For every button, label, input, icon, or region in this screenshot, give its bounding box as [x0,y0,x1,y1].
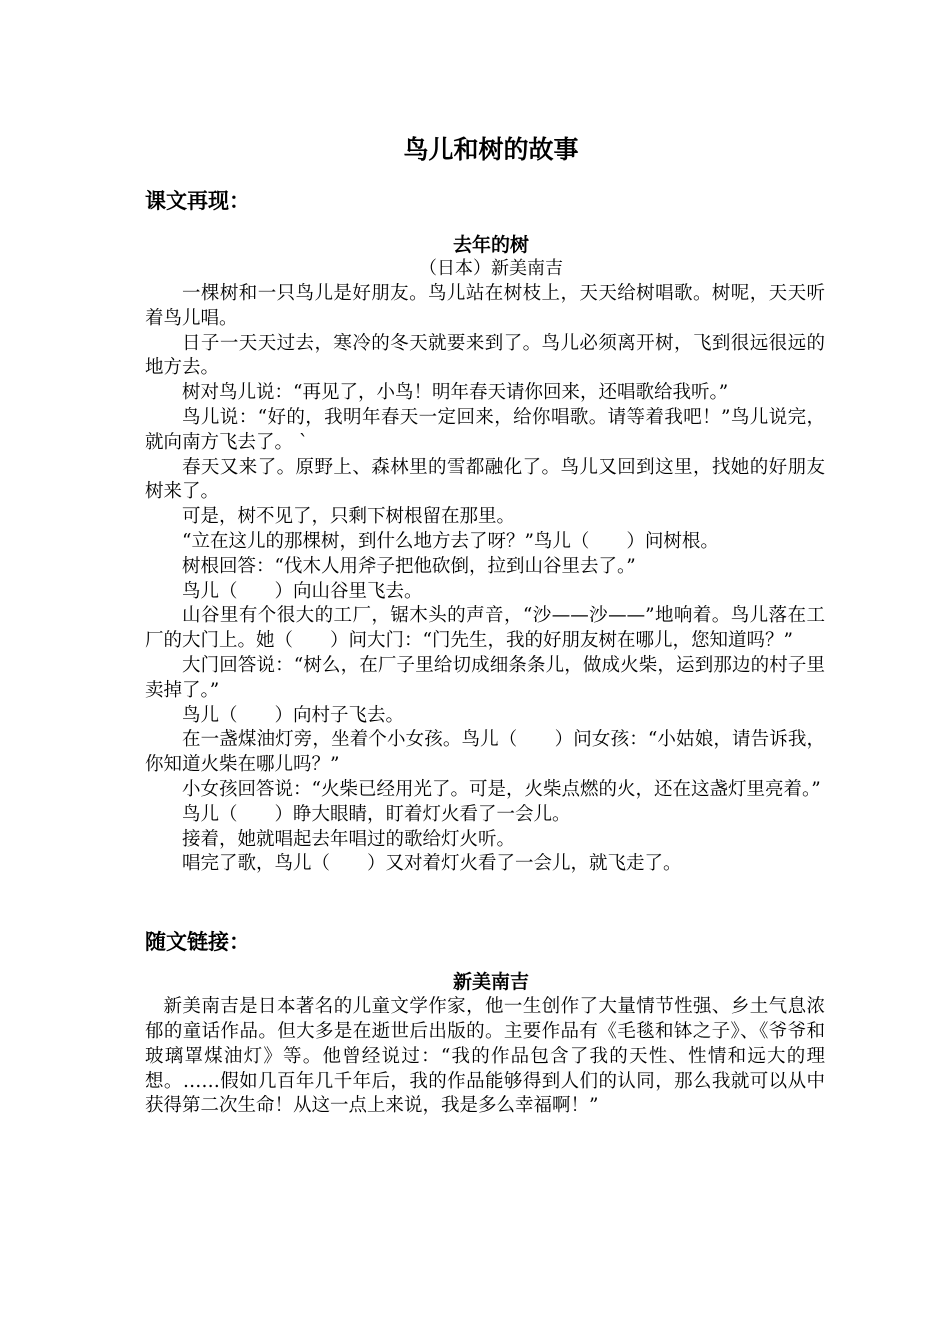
story-paragraph: 一棵树和一只鸟儿是好朋友。鸟儿站在树枝上，天天给树唱歌。树呢，天天听着鸟儿唱。 [145,283,825,329]
story-paragraph: 日子一天天过去，寒冷的冬天就要来到了。鸟儿必须离开树，飞到很远很远的地方去。 [145,332,825,379]
story-paragraph: 鸟儿（ ）向山谷里飞去。 [182,580,423,602]
section-heading-link: 随文链接： [145,930,250,955]
story-paragraph: 小女孩回答说：“火柴已经用光了。可是，火柴点燃的火，还在这盏灯里亮着。” [182,778,821,800]
story-paragraph: 树根回答：“伐木人用斧子把他砍倒，拉到山谷里去了。” [182,555,636,577]
story-title: 去年的树 [452,234,529,256]
section-heading-text: 课文再现： [145,189,250,213]
story-paragraph: 在一盏煤油灯旁，坐着个小女孩。鸟儿（ ）问女孩：“小姑娘，请告诉我，你知道火柴在哪儿吗？” [145,729,825,776]
story-paragraph: 接着，她就唱起去年唱过的歌给灯火听。 [182,828,516,850]
story-paragraph: 鸟儿说：“好的，我明年春天一定回来，给你唱歌。请等着我吧！”鸟儿说完，就向南方飞去了。 ` [145,406,825,453]
story-paragraph: 大门回答说：“树么，在厂子里给切成细条条儿，做成火柴，运到那边的村子里卖掉了。” [145,654,825,701]
story-author: （日本）新美南吉 [419,258,563,279]
story-paragraph: 唱完了歌，鸟儿（ ）又对着灯火看了一会儿，就飞走了。 [182,853,682,875]
story-paragraph: 鸟儿（ ）睁大眼睛，盯着灯火看了一会儿。 [182,803,571,825]
document-page [145,128,825,1119]
story-paragraph: 树对鸟儿说：“再见了，小鸟！明年春天请你回来，还唱歌给我听。” [182,382,729,404]
story-paragraph: “立在这儿的那棵树，到什么地方去了呀？”鸟儿（ ）问树根。 [182,530,719,552]
bio-title: 新美南吉 [452,971,529,994]
bio-paragraph: 新美南吉是日本著名的儿童文学作家，他一生创作了大量情节性强、乡土气息浓郁的童话作品。但大多是在逝世后出版的。主要作品有《毛毯和钵之子》、《爷爷和玻璃罩煤油灯》等。他曾经说过：“我的作品包含了我的天性、性情和远大的理想。……假如几百年几千年后，我的作品能够得到人们的认同，那么我就可以从中获得第二次生命！从这一点上来说，我是多么幸福啊！” [145,996,825,1117]
story-paragraph: 春天又来了。原野上、森林里的雪都融化了。鸟儿又回到这里，找她的好朋友树来了。 [145,456,825,503]
story-paragraph: 可是，树不见了，只剩下树根留在那里。 [182,506,516,528]
story-paragraph: 鸟儿（ ）向村子飞去。 [182,704,405,726]
story-paragraph: 山谷里有个很大的工厂，锯木头的声音，“沙——沙——”地响着。鸟儿落在工厂的大门上。她（ ）问大门：“门先生，我的好朋友树在哪儿，您知道吗？” [145,605,825,652]
page-title: 鸟儿和树的故事 [403,135,579,164]
story-body [145,282,825,877]
